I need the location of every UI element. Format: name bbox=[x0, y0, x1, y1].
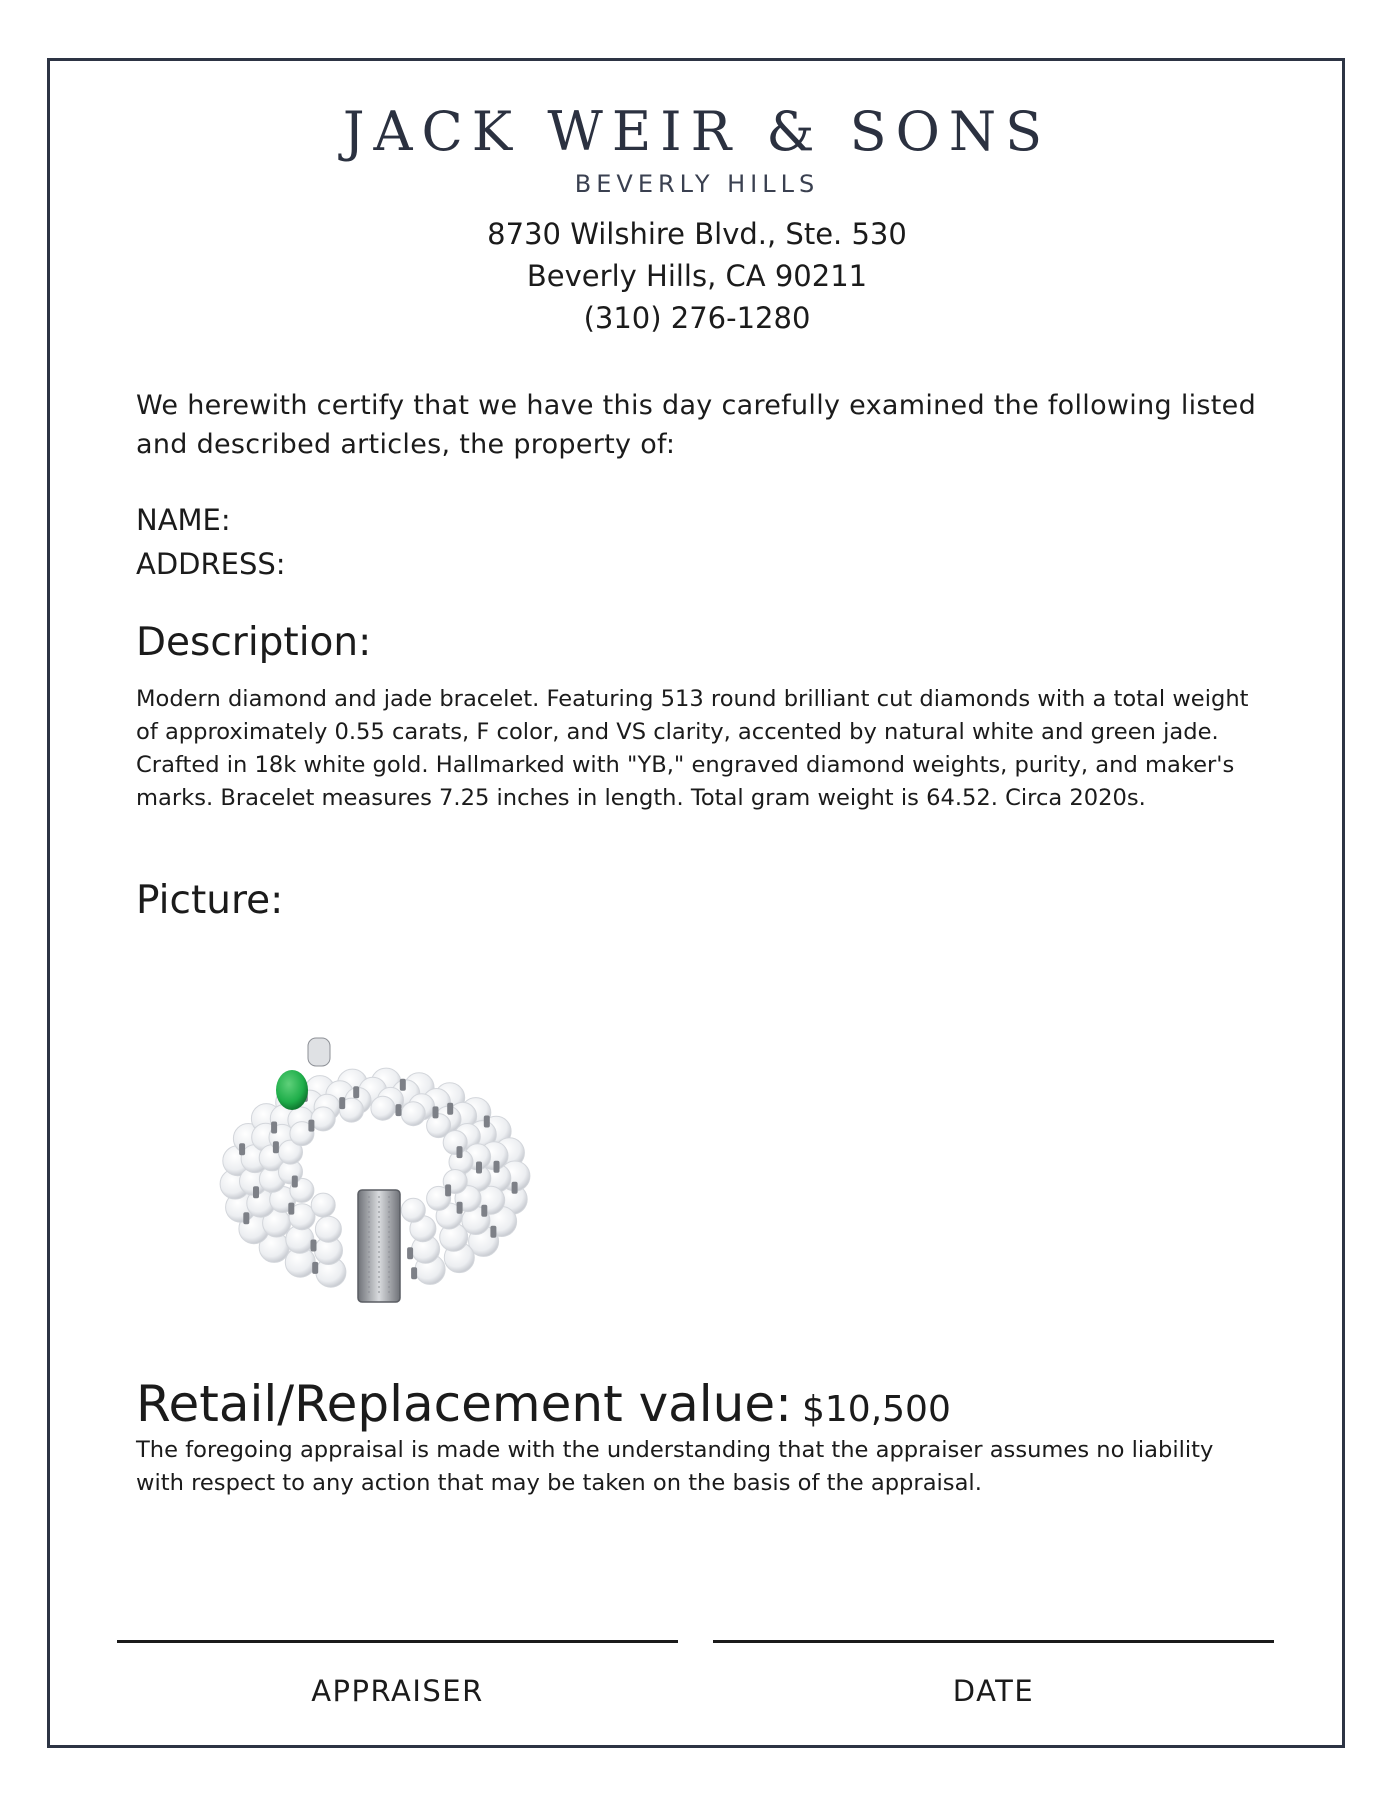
diamond-spacer bbox=[400, 1079, 406, 1091]
diamond-spacer bbox=[494, 1161, 500, 1173]
diamond-spacer bbox=[512, 1182, 518, 1194]
bracelet-photo bbox=[200, 1020, 560, 1320]
company-address bbox=[0, 213, 1394, 339]
jade-bead bbox=[401, 1198, 425, 1222]
picture-heading: Picture: bbox=[136, 878, 284, 923]
diamond-spacer bbox=[447, 1103, 453, 1115]
diamond-spacer bbox=[311, 1240, 317, 1252]
jade-bead bbox=[443, 1131, 467, 1155]
diamond-spacer bbox=[243, 1212, 249, 1224]
diamond-spacer bbox=[273, 1141, 279, 1153]
appraiser-label: APPRAISER bbox=[311, 1674, 484, 1708]
certification-statement: We herewith certify that we have this day carefully examined the following listed and described articles, the property of: bbox=[136, 390, 1257, 460]
description-text: Modern diamond and jade bracelet. Featuring 513 round brilliant cut diamonds with a total weight of approximately 0.55 carats, F color, and VS clarity, accented by natural white and green jade. Crafted in 18k white gold. Hallmarked with "YB," engraved diamond weights, purity, and maker's marks. Bracelet measures 7.25 inches in length. Total gram weight is 64.52. Circa 2020s. bbox=[136, 686, 1249, 811]
diamond-spacer bbox=[271, 1122, 277, 1134]
diamond-spacer bbox=[239, 1143, 245, 1155]
retail-value bbox=[136, 1375, 1266, 1433]
diamond-spacer bbox=[339, 1097, 345, 1109]
appraiser-signature-line bbox=[117, 1640, 678, 1643]
jade-bead bbox=[311, 1193, 335, 1217]
address-line-2: Beverly Hills, CA 90211 bbox=[526, 259, 868, 293]
company-name: JACK WEIR & SONS bbox=[342, 100, 1052, 163]
diamond-spacer bbox=[308, 1120, 314, 1132]
diamond-spacer bbox=[433, 1106, 439, 1118]
description-heading: Description: bbox=[136, 620, 372, 665]
diamond-spacer bbox=[411, 1267, 417, 1279]
jade-bead bbox=[311, 1107, 335, 1131]
diamond-spacer bbox=[457, 1146, 463, 1158]
company-location: BEVERLY HILLS bbox=[574, 170, 820, 198]
diamond-spacer bbox=[292, 1176, 298, 1188]
value-amount: $10,500 bbox=[801, 1389, 951, 1430]
diamond-spacer bbox=[253, 1186, 259, 1198]
diamond-spacer bbox=[490, 1226, 496, 1238]
jade-bead bbox=[371, 1096, 395, 1120]
date-signature-line bbox=[713, 1640, 1274, 1643]
diamond-spacer bbox=[353, 1086, 359, 1098]
value-label: Retail/Replacement value: bbox=[136, 1375, 792, 1433]
address-label: ADDRESS: bbox=[136, 547, 286, 581]
diamond-spacer bbox=[457, 1202, 463, 1214]
date-label: DATE bbox=[952, 1674, 1035, 1708]
diamond-spacer bbox=[312, 1262, 318, 1274]
name-label: NAME: bbox=[136, 503, 231, 537]
owner-fields bbox=[136, 498, 1266, 586]
jade-bead bbox=[401, 1102, 425, 1126]
diamond-spacer bbox=[445, 1184, 451, 1196]
diamond-spacer bbox=[476, 1162, 482, 1174]
diamond-spacer bbox=[484, 1116, 490, 1128]
appraisal-disclaimer: The foregoing appraisal is made with the understanding that the appraiser assumes no liability with respect to any action that may be taken on the basis of the appraisal. bbox=[136, 1437, 1214, 1496]
diamond-spacer bbox=[288, 1203, 294, 1215]
jade-bead bbox=[315, 1216, 341, 1242]
address-line-1: 8730 Wilshire Blvd., Ste. 530 bbox=[487, 217, 907, 251]
diamond-spacer bbox=[481, 1205, 487, 1217]
phone-number: (310) 276-1280 bbox=[583, 301, 811, 335]
diamond-spacer bbox=[407, 1247, 413, 1259]
diamond-spacer bbox=[396, 1104, 402, 1116]
